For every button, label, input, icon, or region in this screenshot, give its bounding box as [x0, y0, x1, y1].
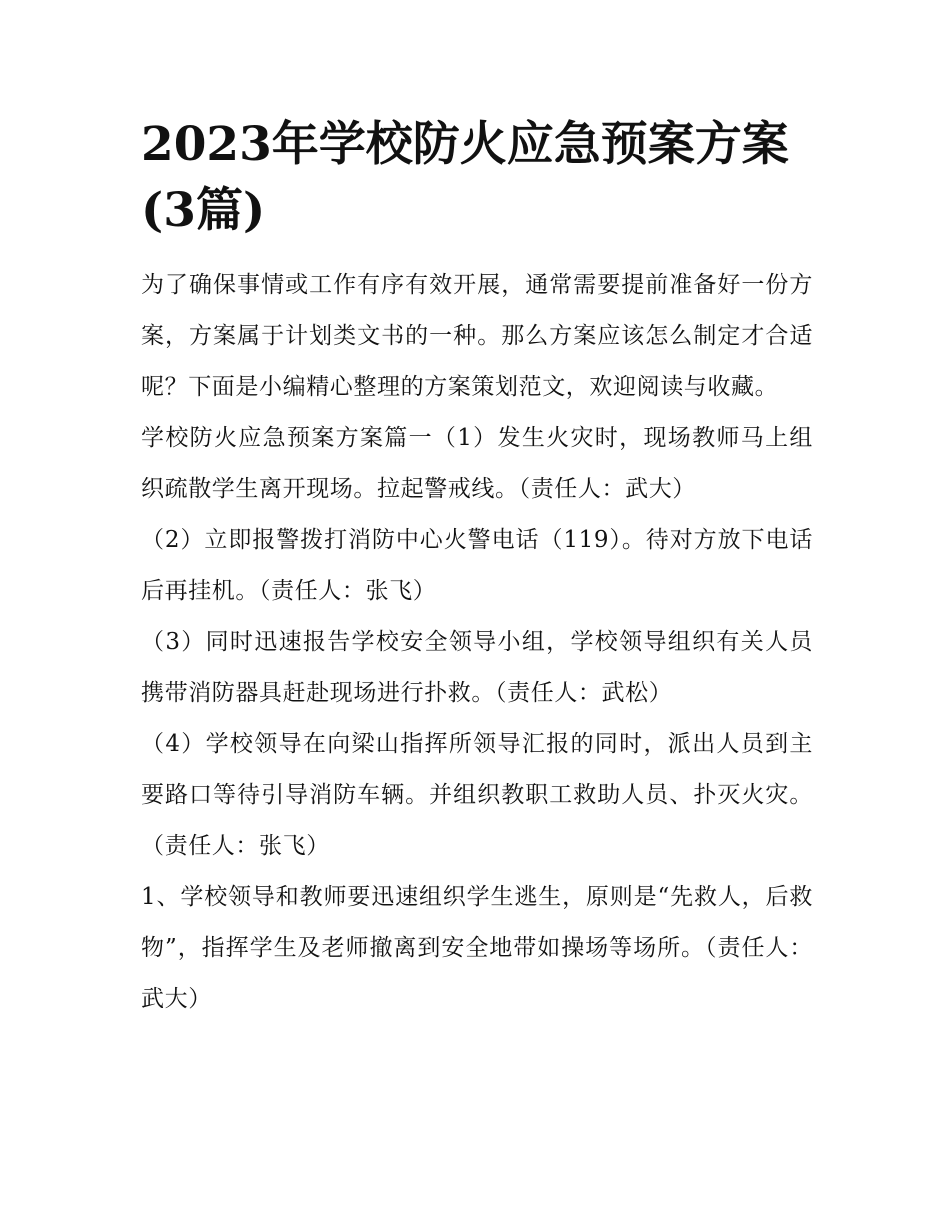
document-page	[141, 112, 813, 1025]
plan-step-4-paragraph: （4）学校领导在向梁山指挥所领导汇报的同时，派出人员到主要路口等待引导消防车辆。并组织教职工救助人员、扑灭火灾。（责任人：张飞）	[141, 731, 813, 859]
plan-step-3-paragraph: （3）同时迅速报告学校安全领导小组，学校领导组织有关人员携带消防器具赶赴现场进行扑救。（责任人：武松）	[141, 629, 813, 706]
evacuation-paragraph: 1、学校领导和教师要迅速组织学生逃生，原则是“先救人，后救物”，指挥学生及老师撤离到安全地带如操场等场所。（责任人：武大）	[141, 884, 813, 1012]
plan-step-1-paragraph: 学校防火应急预案方案篇一（1）发生火灾时，现场教师马上组织疏散学生离开现场。拉起警戒线。（责任人：武大）	[141, 425, 813, 502]
intro-paragraph: 为了确保事情或工作有序有效开展，通常需要提前准备好一份方案，方案属于计划类文书的一种。那么方案应该怎么制定才合适呢？下面是小编精心整理的方案策划范文，欢迎阅读与收藏。	[141, 272, 813, 400]
plan-step-2-paragraph: （2）立即报警拨打消防中心火警电话（119）。待对方放下电话后再挂机。（责任人：张飞）	[141, 527, 813, 604]
document-title: 2023年学校防火应急预案方案(3篇)	[141, 117, 789, 238]
